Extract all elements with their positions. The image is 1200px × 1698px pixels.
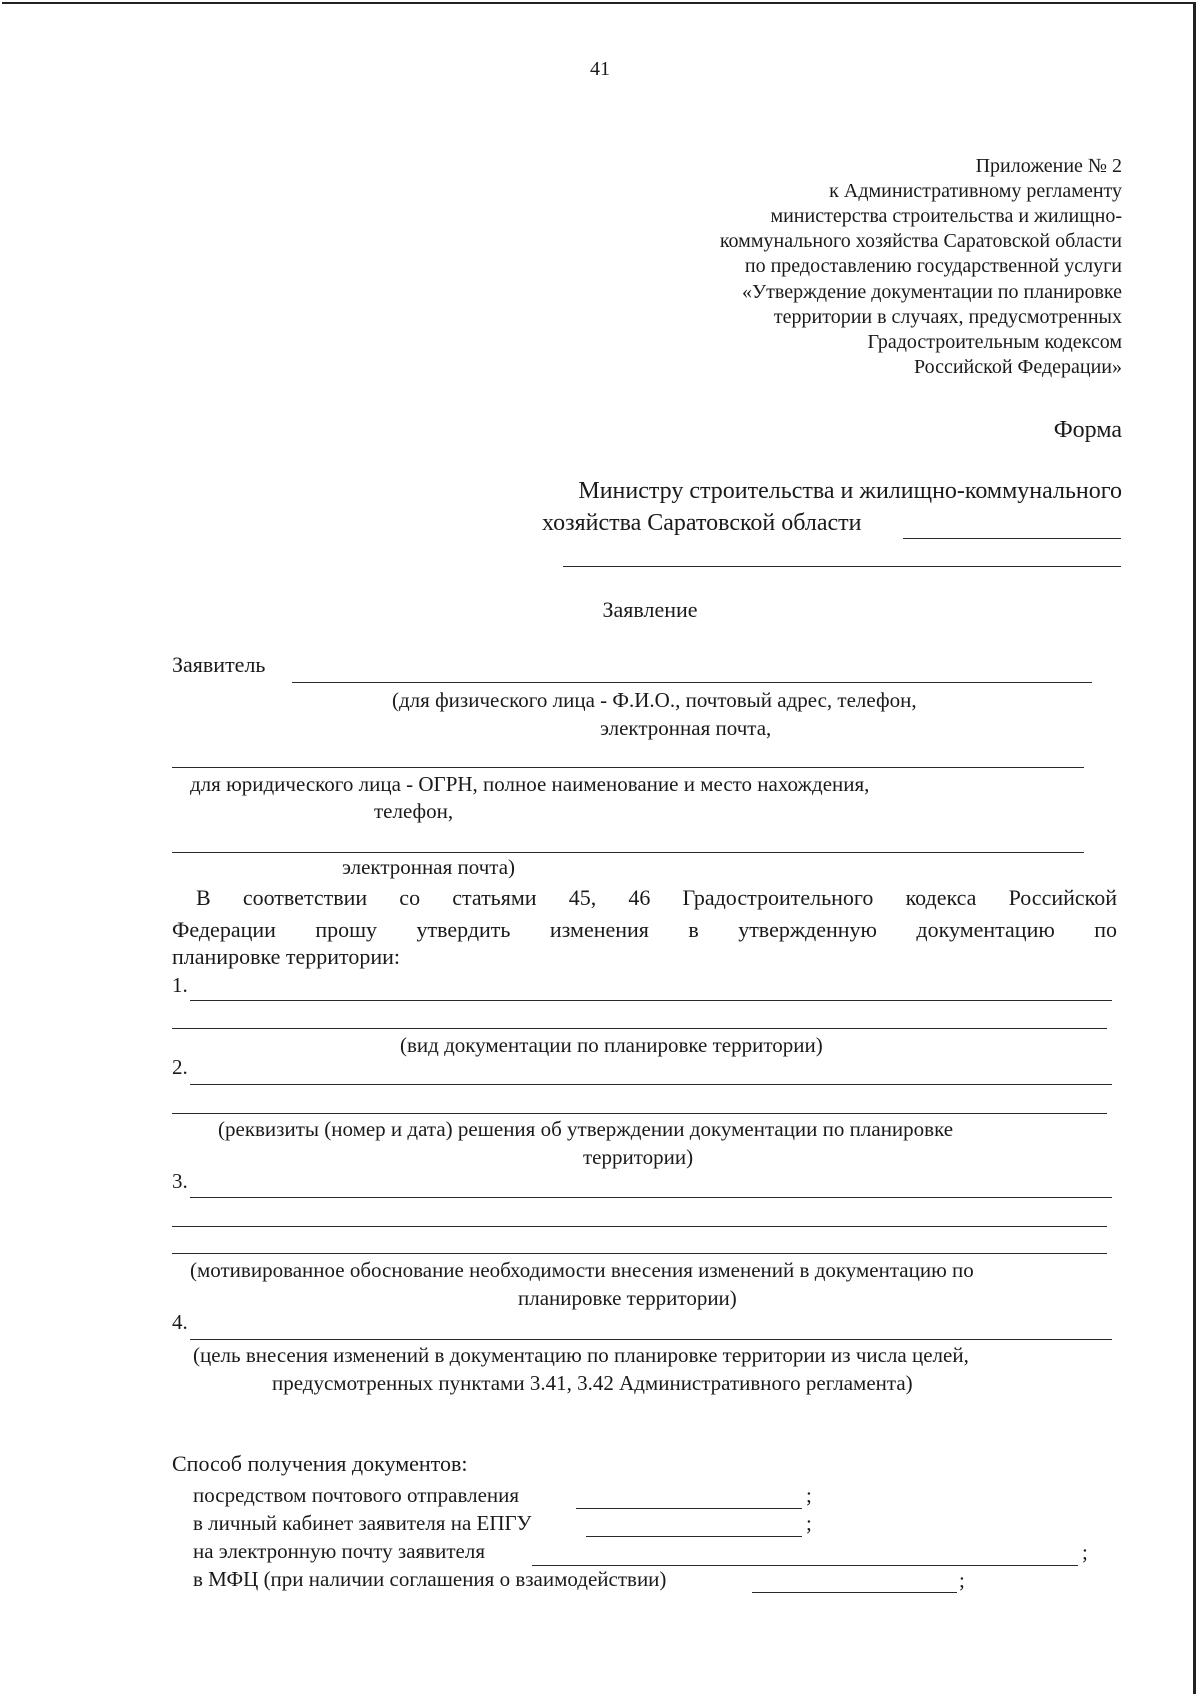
document-title: Заявление xyxy=(602,597,698,622)
item-hint: (цель внесения изменений в документацию по планировке территории из числа целей, xyxy=(193,1343,969,1367)
item-number: 4. xyxy=(172,1310,188,1334)
item-3-field[interactable] xyxy=(172,1253,1107,1254)
addressee-name-field[interactable] xyxy=(563,566,1121,567)
item-3-field[interactable] xyxy=(172,1226,1107,1227)
applicant-hint: для юридического лица - ОГРН, полное наименование и место нахождения, xyxy=(190,772,870,796)
appendix-line: министерства строительства и жилищно- xyxy=(770,205,1122,227)
delivery-heading: Способ получения документов: xyxy=(172,1451,468,1476)
item-hint: территории) xyxy=(583,1145,694,1169)
page-number: 41 xyxy=(590,58,610,80)
delivery-mfc-field[interactable] xyxy=(752,1592,957,1593)
appendix-line: территории в случаях, предусмотренных xyxy=(773,306,1122,328)
appendix-line: «Утверждение документации по планировке xyxy=(741,281,1122,303)
appendix-line: Градостроительным кодексом xyxy=(867,331,1122,353)
applicant-field[interactable] xyxy=(292,682,1092,683)
delivery-option-email: на электронную почту заявителя xyxy=(193,1539,485,1563)
applicant-hint: электронная почта) xyxy=(342,855,516,879)
applicant-field[interactable] xyxy=(172,852,1084,853)
appendix-line: коммунального хозяйства Саратовской области xyxy=(719,230,1122,252)
delivery-epgu-field[interactable] xyxy=(586,1536,802,1537)
delivery-option-epgu: в личный кабинет заявителя на ЕПГУ xyxy=(193,1511,532,1535)
item-hint: планировке территории) xyxy=(518,1286,737,1310)
item-2-field[interactable] xyxy=(190,1084,1112,1085)
item-hint: (мотивированное обоснование необходимости внесения изменений в документацию по xyxy=(190,1258,974,1282)
item-number: 1. xyxy=(172,973,188,997)
applicant-hint: электронная почта, xyxy=(600,716,772,740)
delivery-option-mail: посредством почтового отправления xyxy=(193,1483,520,1507)
appendix-line: к Административному регламенту xyxy=(829,180,1122,202)
item-hint: (вид документации по планировке территории) xyxy=(400,1033,823,1057)
addressee-name-field[interactable] xyxy=(903,538,1121,539)
addressee-line: Министру строительства и жилищно-коммунального xyxy=(578,478,1122,504)
delivery-terminator: ; xyxy=(806,1483,812,1507)
item-2-field[interactable] xyxy=(172,1113,1107,1114)
item-1-field[interactable] xyxy=(172,1028,1107,1029)
body-text-line: планировке территории: xyxy=(172,944,400,969)
applicant-label: Заявитель xyxy=(172,652,266,677)
applicant-field[interactable] xyxy=(172,767,1084,768)
item-number: 2. xyxy=(172,1055,188,1079)
item-1-field[interactable] xyxy=(190,1000,1112,1001)
applicant-hint: (для физического лица - Ф.И.О., почтовый адрес, телефон, xyxy=(392,688,917,712)
appendix-line: по предоставлению государственной услуги xyxy=(744,255,1122,277)
delivery-terminator: ; xyxy=(806,1511,812,1535)
appendix-line: Российской Федерации» xyxy=(913,356,1122,378)
body-text-line: Федерации прошу утвердить изменения в утвержденную документацию по xyxy=(172,917,1117,942)
delivery-terminator: ; xyxy=(1082,1540,1088,1564)
item-4-field[interactable] xyxy=(190,1339,1112,1340)
form-label: Форма xyxy=(1053,417,1122,443)
delivery-terminator: ; xyxy=(959,1568,965,1592)
addressee-line: хозяйства Саратовской области xyxy=(542,510,862,536)
applicant-hint: телефон, xyxy=(374,799,454,823)
item-hint: предусмотренных пунктами 3.41, 3.42 Административного регламента) xyxy=(272,1371,913,1395)
item-3-field[interactable] xyxy=(190,1197,1112,1198)
body-text-line: В соответствии со статьями 45, 46 Градостроительного кодекса Российской xyxy=(196,885,1117,910)
item-number: 3. xyxy=(172,1169,188,1193)
delivery-email-field[interactable] xyxy=(532,1565,1078,1566)
delivery-option-mfc: в МФЦ (при наличии соглашения о взаимодействии) xyxy=(193,1567,667,1591)
delivery-mail-field[interactable] xyxy=(576,1508,802,1509)
item-hint: (реквизиты (номер и дата) решения об утверждении документации по планировке xyxy=(218,1117,954,1141)
appendix-line: Приложение № 2 xyxy=(975,155,1122,177)
